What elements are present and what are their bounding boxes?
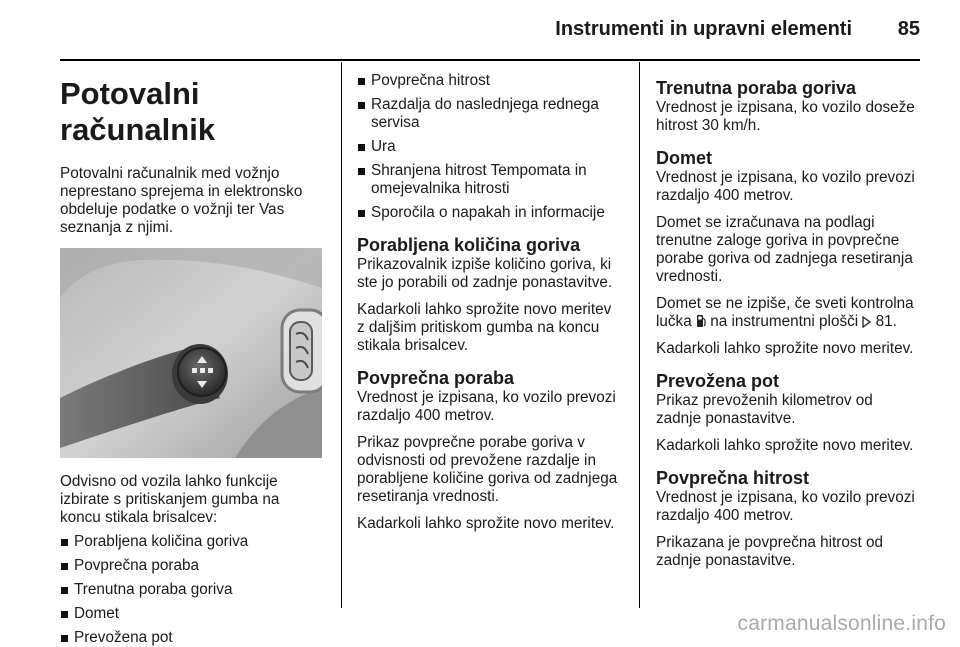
paragraph: Vrednost je izpisana, ko vozilo prevozi razdaljo 400 metrov. bbox=[656, 169, 915, 204]
list-item: Shranjena hitrost Tempomata in omejevalnika hitrosti bbox=[357, 162, 623, 198]
list-item: Razdalja do naslednjega rednega servisa bbox=[357, 96, 623, 132]
paragraph: Kadarkoli lahko sprožite novo meritev z daljšim pritiskom gumba na koncu stikala brisalcev. bbox=[357, 301, 612, 354]
column-divider-left bbox=[341, 62, 342, 608]
paragraph-text: na instrumentni plošči bbox=[710, 313, 859, 330]
page-reference[interactable]: 81. bbox=[875, 313, 897, 330]
page-title: Potovalni računalnik bbox=[60, 76, 216, 147]
column-3 bbox=[656, 62, 922, 570]
paragraph: Prikazovalnik izpiše količino goriva, ki ste jo porabili od zadnje ponastavitve. bbox=[357, 256, 613, 291]
list-item: Povprečna hitrost bbox=[357, 72, 623, 90]
paragraph: Vrednost je izpisana, ko vozilo prevozi razdaljo 400 metrov. bbox=[656, 489, 915, 524]
section-title-avg-consumption: Povprečna poraba bbox=[357, 368, 515, 388]
section-title-range: Domet bbox=[656, 148, 713, 168]
header-title: Instrumenti in upravni elementi bbox=[555, 18, 852, 40]
section-title-instant-consumption: Trenutna poraba goriva bbox=[656, 78, 857, 98]
paragraph: Kadarkoli lahko sprožite novo meritev. bbox=[656, 340, 914, 357]
paragraph-with-icon bbox=[656, 295, 922, 331]
function-list-1 bbox=[60, 533, 324, 647]
paragraph: Prikaz prevoženih kilometrov od zadnje ponastavitve. bbox=[656, 392, 873, 427]
column-1 bbox=[60, 62, 324, 647]
list-item: Ura bbox=[357, 138, 623, 156]
list-item: Prevožena pot bbox=[60, 629, 324, 647]
list-item: Povprečna poraba bbox=[60, 557, 324, 575]
section-title-avg-speed: Povprečna hitrost bbox=[656, 468, 810, 488]
column-2 bbox=[357, 62, 623, 533]
list-item: Domet bbox=[60, 605, 324, 623]
header-divider bbox=[60, 59, 920, 61]
fuel-pump-icon bbox=[696, 314, 706, 328]
intro-paragraph: Potovalni računalnik med vožnjo neprestano sprejema in elektronsko obdeluje podatke o vožnji ter Vas seznanja z njimi. bbox=[60, 165, 303, 236]
paragraph-text: Domet se ne izpiše, če sveti kontrolna lučka bbox=[656, 295, 914, 330]
paragraph: Kadarkoli lahko sprožite novo meritev. bbox=[357, 515, 615, 532]
function-selection-paragraph: Odvisno od vozila lahko funkcije izbirate s pritiskanjem gumba na koncu stikala brisalcev: bbox=[60, 473, 280, 526]
paragraph: Domet se izračunava na podlagi trenutne zaloge goriva in povprečne porabe goriva od zadnjega resetiranja vrednosti. bbox=[656, 214, 913, 285]
paragraph: Vrednost je izpisana, ko vozilo prevozi razdaljo 400 metrov. bbox=[357, 389, 616, 424]
function-list-2 bbox=[357, 72, 623, 222]
page-number: 85 bbox=[897, 18, 920, 40]
watermark: carmanualsonline.info bbox=[737, 612, 946, 635]
section-title-fuel-used: Porabljena količina goriva bbox=[357, 235, 581, 255]
paragraph: Kadarkoli lahko sprožite novo meritev. bbox=[656, 437, 914, 454]
list-item: Porabljena količina goriva bbox=[60, 533, 324, 551]
column-divider-right bbox=[639, 62, 640, 608]
paragraph: Prikaz povprečne porabe goriva v odvisnosti od prevožene razdalje in porabljene količine goriva od zadnjega resetiranja vrednosti. bbox=[357, 434, 618, 505]
wiper-stalk-photo bbox=[60, 248, 322, 458]
paragraph: Vrednost je izpisana, ko vozilo doseže hitrost 30 km/h. bbox=[656, 99, 915, 134]
section-title-trip: Prevožena pot bbox=[656, 371, 780, 391]
list-item: Sporočila o napakah in informacije bbox=[357, 204, 623, 222]
list-item: Trenutna poraba goriva bbox=[60, 581, 324, 599]
paragraph: Prikazana je povprečna hitrost od zadnje ponastavitve. bbox=[656, 534, 884, 569]
triangle-reference-icon bbox=[862, 316, 871, 328]
